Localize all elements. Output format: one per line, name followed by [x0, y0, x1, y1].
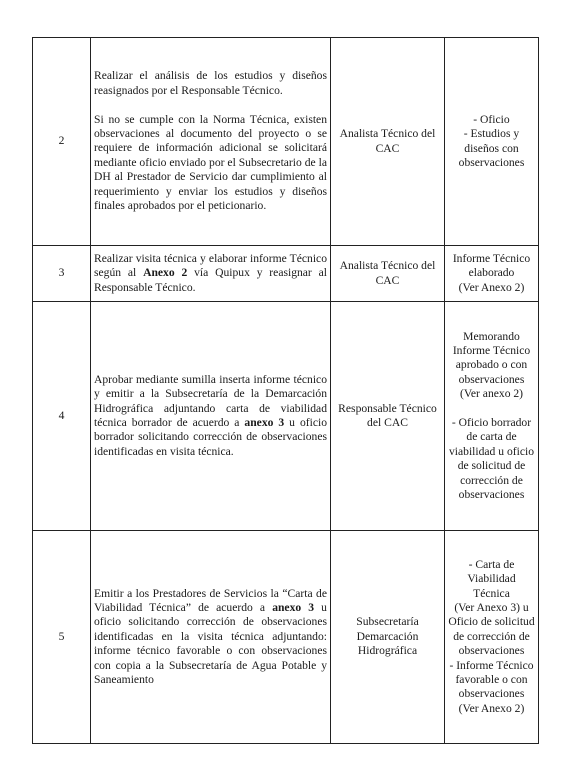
description-paragraph: Si no se cumple con la Norma Técnica, existen observaciones al documento del proyecto o se requiere de información adicional se solicitará mediante oficio enviado por el Subsecretario de la DH al Prestador de Servicio dar cumplimiento al requerimiento y enviar los estudios y diseños finales aprobados por el peticionario. — [94, 112, 327, 213]
step-number: 5 — [33, 531, 91, 744]
description-text: Aprobar mediante sumilla inserta informe técnico y emitir a la Subsecretaría de la Demarcación Hidrográfica adjuntando carta de viabilidad técnica borrador de acuerdo a — [94, 372, 327, 429]
step-responsible: Subsecretaría Demarcación Hidrográfica — [331, 531, 445, 744]
step-description — [91, 246, 331, 302]
step-description — [91, 38, 331, 246]
product-line: - Carta de Viabilidad Técnica — [467, 557, 516, 600]
description-text: vía Quipux y reasignar al Responsable Técnico. — [94, 266, 327, 294]
step-product — [445, 38, 539, 246]
annex-reference: anexo 3 — [244, 416, 285, 429]
table-row — [33, 246, 539, 302]
step-product — [445, 531, 539, 744]
step-product — [445, 302, 539, 531]
description-text: u oficio borrador solicitando corrección de observaciones identificadas en visita técnica. — [94, 416, 327, 458]
product-line: - Oficio — [473, 112, 510, 126]
product-line: (Ver Anexo 2) — [458, 280, 525, 294]
description-text: Realizar visita técnica y elaborar informe Técnico según al — [94, 251, 327, 280]
product-line: Informe Técnico elaborado — [452, 251, 531, 280]
step-responsible: Analista Técnico del CAC — [331, 246, 445, 302]
product-line: Memorando Informe Técnico aprobado o con observaciones (Ver anexo 2) — [452, 329, 531, 401]
step-responsible: Responsable Técnico del CAC — [331, 302, 445, 531]
step-description — [91, 302, 331, 531]
product-line: - Estudios y diseños con observaciones — [458, 127, 525, 169]
annex-reference: anexo 3 — [272, 600, 315, 614]
description-text: u oficio solicitando corrección de observaciones identificadas en la visita técnica adjuntando: informe técnico favorable o con observaciones con copia a la Subsecretaría de Agua Potable y Saneamiento — [94, 600, 327, 687]
step-number: 2 — [33, 38, 91, 246]
product-line: (Ver Anexo 2) — [458, 701, 525, 715]
product-line: (Ver Anexo 3) u Oficio de solicitud de corrección de observaciones — [448, 600, 535, 658]
table-row — [33, 302, 539, 531]
description-text: Emitir a los Prestadores de Servicios la “Carta de Viabilidad Técnica” de acuerdo a — [94, 586, 327, 614]
step-number: 4 — [33, 302, 91, 531]
procedure-table — [32, 37, 539, 744]
table-row — [33, 38, 539, 246]
step-description — [91, 531, 331, 744]
step-number: 3 — [33, 246, 91, 302]
description-paragraph: Realizar el análisis de los estudios y diseños reasignados por el Responsable Técnico. — [94, 69, 327, 97]
table-row — [33, 531, 539, 744]
step-responsible: Analista Técnico del CAC — [331, 38, 445, 246]
product-line: - Oficio borrador de carta de viabilidad u oficio de solicitud de corrección de observaciones — [448, 415, 534, 502]
step-product — [445, 246, 539, 302]
annex-reference: Anexo 2 — [143, 266, 188, 280]
product-line: - Informe Técnico favorable o con observaciones — [449, 658, 534, 701]
